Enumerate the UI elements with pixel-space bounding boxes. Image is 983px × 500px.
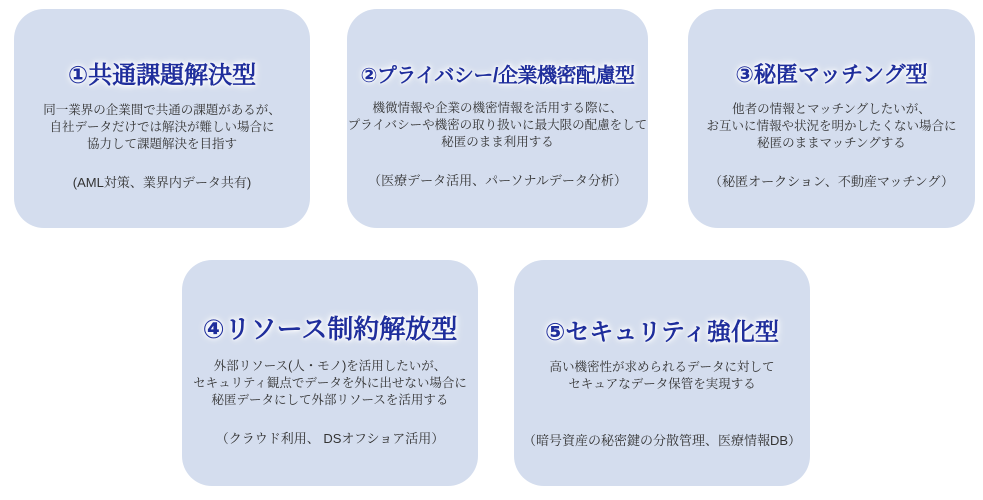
card-example: (AML対策、業界内データ共有) (72, 175, 252, 190)
description-line: 自社データだけでは解決が難しい場合に (49, 120, 275, 134)
description-line: 協力して課題解決を目指す (86, 137, 237, 151)
description-line: 同一業界の企業間で共通の課題があるが、 (43, 103, 281, 117)
card-example: （秘匿オークション、不動産マッチング） (709, 174, 954, 189)
description-line: プライバシーや機密の取り扱いに最大限の配慮をして (347, 118, 648, 132)
description-line: 秘匿のままマッチングする (757, 136, 906, 150)
description-line: 外部リソース(人・モノ)を活用したいが、 (213, 359, 447, 373)
description-line: 他者の情報とマッチングしたいが、 (732, 102, 931, 116)
card-description (549, 359, 774, 393)
card-resource-constraint-release (182, 260, 478, 486)
description-line: 秘匿のまま利用する (441, 135, 554, 149)
card-example: （医療データ活用、パーソナルデータ分析） (368, 173, 627, 188)
card-description (43, 102, 281, 153)
description-line: お互いに情報や状況を明かしたくない場合に (706, 119, 957, 133)
card-example: （暗号資産の秘密鍵の分散管理、医療情報DB） (522, 433, 802, 448)
card-privacy-confidentiality (347, 9, 648, 228)
description-line: セキュアなデータ保管を実現する (568, 377, 756, 391)
description-line: 秘匿データにして外部リソースを活用する (211, 393, 449, 407)
card-title: ⑤セキュリティ強化型 (545, 319, 779, 346)
card-example: （クラウド利用、 DSオフショア活用） (215, 431, 445, 446)
card-description (706, 101, 956, 152)
card-title: ①共通課題解決型 (67, 62, 257, 89)
description-line: セキュリティ観点でデータを外に出せない場合に (193, 376, 467, 390)
card-title: ③秘匿マッチング型 (735, 62, 928, 87)
card-security-enhancement (514, 260, 810, 486)
description-line: 機微情報や企業の機密情報を活用する際に、 (372, 101, 623, 115)
card-description (348, 100, 647, 151)
card-title: ④リソース制約解放型 (202, 314, 458, 344)
card-secret-matching (688, 9, 975, 228)
card-title: ②プライバシー/企業機密配慮型 (360, 65, 635, 87)
description-line: 高い機密性が求められるデータに対して (549, 360, 775, 374)
card-common-problem-solving (14, 9, 310, 228)
card-description (193, 358, 467, 409)
